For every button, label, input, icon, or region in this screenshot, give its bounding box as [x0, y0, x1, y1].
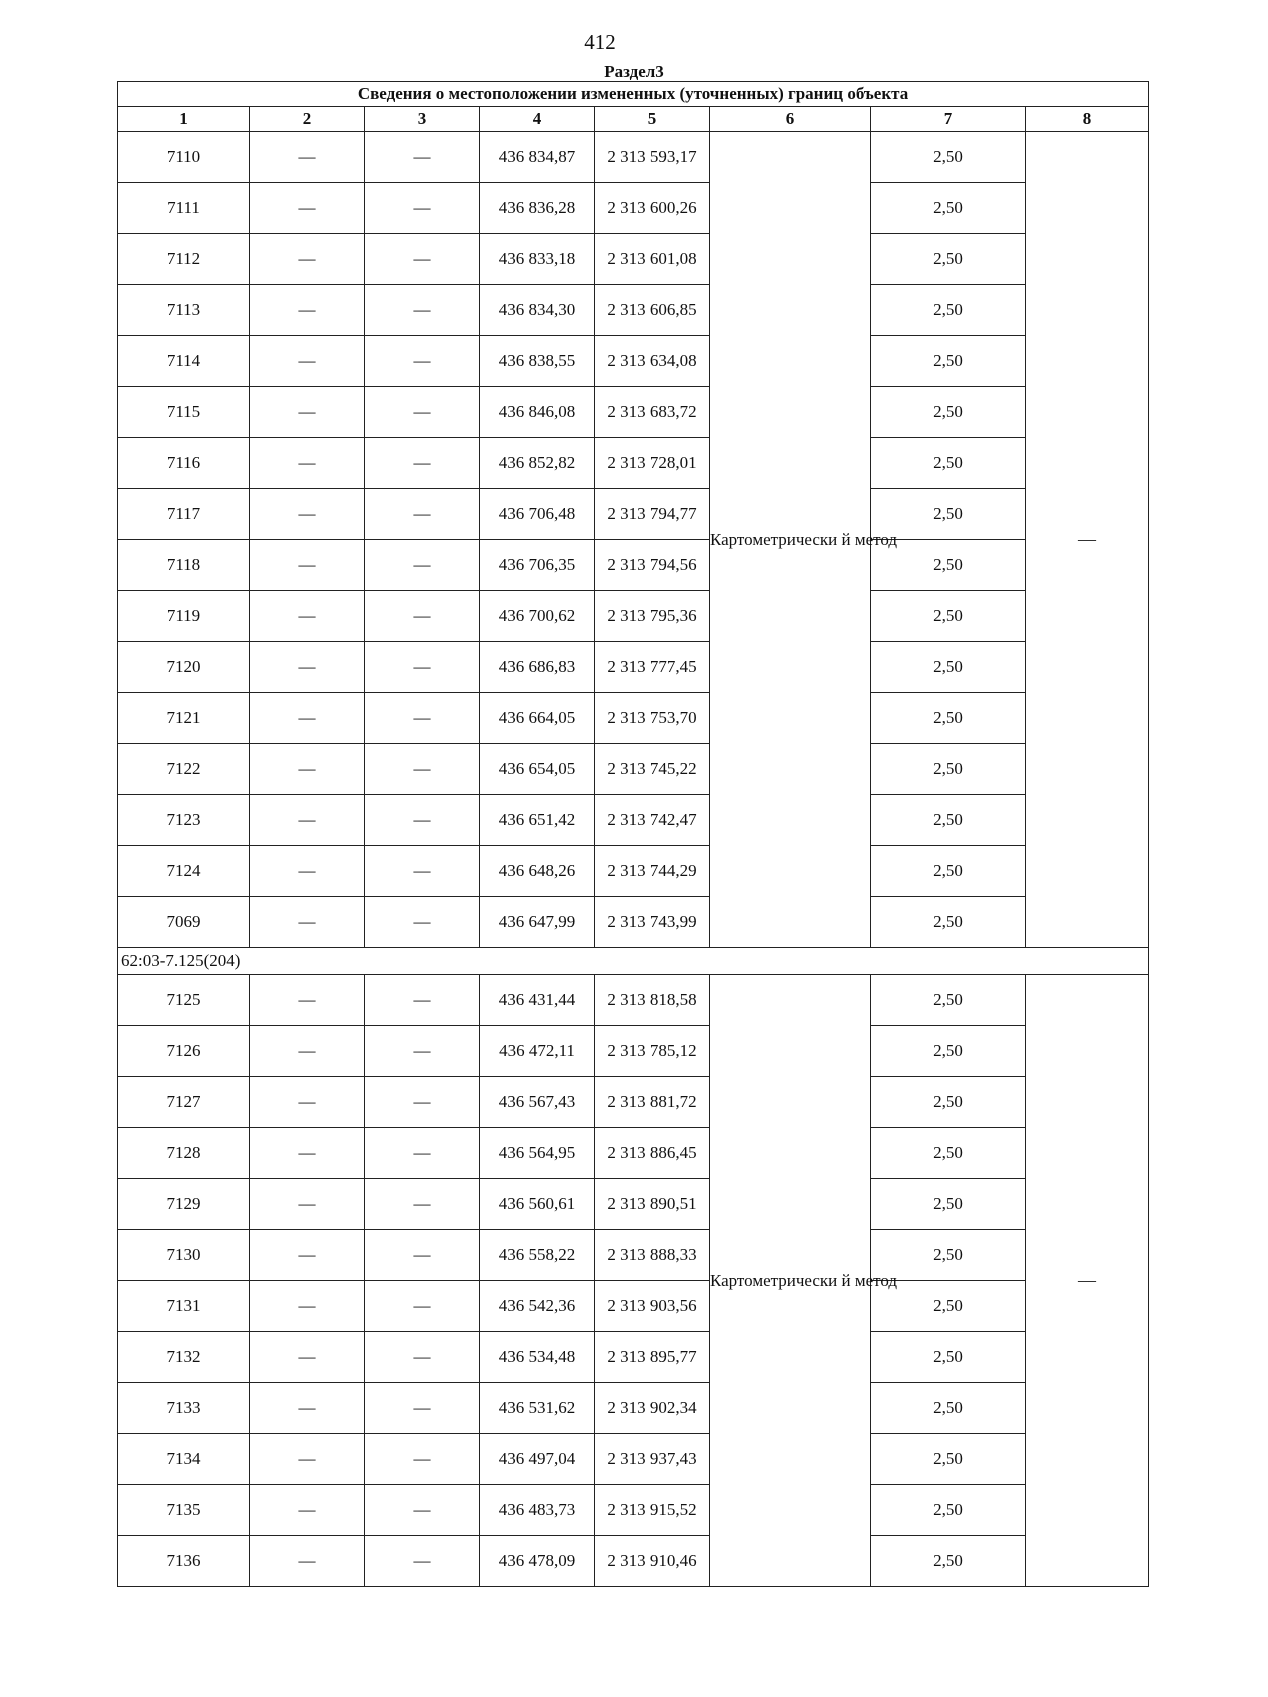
col-2-cell: —: [250, 1332, 365, 1383]
point-number-cell: 7117: [118, 489, 250, 540]
group-label: 62:03-7.125(204): [118, 948, 1149, 975]
col-3-cell: —: [365, 438, 480, 489]
accuracy-cell: 2,50: [871, 438, 1026, 489]
accuracy-cell: 2,50: [871, 540, 1026, 591]
page-number: 412: [584, 30, 616, 54]
coord-y-cell: 2 313 881,72: [595, 1077, 710, 1128]
point-number-cell: 7129: [118, 1179, 250, 1230]
accuracy-cell: 2,50: [871, 1485, 1026, 1536]
table-row: [118, 642, 1149, 693]
col-3-cell: —: [365, 1332, 480, 1383]
table-row: [118, 336, 1149, 387]
table-row: [118, 975, 1149, 1026]
table-row: [118, 1383, 1149, 1434]
coord-x-cell: 436 852,82: [480, 438, 595, 489]
coord-y-cell: 2 313 903,56: [595, 1281, 710, 1332]
coord-x-cell: 436 654,05: [480, 744, 595, 795]
col-3-cell: —: [365, 1230, 480, 1281]
accuracy-cell: 2,50: [871, 1281, 1026, 1332]
coord-x-cell: 436 564,95: [480, 1128, 595, 1179]
coord-x-cell: 436 706,48: [480, 489, 595, 540]
coord-x-cell: 436 834,30: [480, 285, 595, 336]
point-number-cell: 7132: [118, 1332, 250, 1383]
col-2-cell: —: [250, 1077, 365, 1128]
accuracy-cell: 2,50: [871, 285, 1026, 336]
coord-x-cell: 436 542,36: [480, 1281, 595, 1332]
accuracy-cell: 2,50: [871, 591, 1026, 642]
coord-x-cell: 436 478,09: [480, 1536, 595, 1587]
table-row: [118, 795, 1149, 846]
col-2-cell: —: [250, 438, 365, 489]
col-2-cell: —: [250, 132, 365, 183]
point-number-cell: 7118: [118, 540, 250, 591]
column-header-1: 1: [118, 107, 250, 132]
accuracy-cell: 2,50: [871, 234, 1026, 285]
col-2-cell: —: [250, 744, 365, 795]
col-3-cell: —: [365, 1179, 480, 1230]
table-row: [118, 387, 1149, 438]
coord-y-cell: 2 313 902,34: [595, 1383, 710, 1434]
coord-y-cell: 2 313 794,77: [595, 489, 710, 540]
coord-x-cell: 436 431,44: [480, 975, 595, 1026]
col-3-cell: —: [365, 693, 480, 744]
coord-y-cell: 2 313 745,22: [595, 744, 710, 795]
point-number-cell: 7114: [118, 336, 250, 387]
point-number-cell: 7069: [118, 897, 250, 948]
col-3-cell: —: [365, 1485, 480, 1536]
accuracy-cell: 2,50: [871, 693, 1026, 744]
accuracy-cell: 2,50: [871, 1179, 1026, 1230]
point-number-cell: 7127: [118, 1077, 250, 1128]
table-row: [118, 540, 1149, 591]
col-3-cell: —: [365, 1434, 480, 1485]
col-3-cell: —: [365, 897, 480, 948]
accuracy-cell: 2,50: [871, 1128, 1026, 1179]
coord-y-cell: 2 313 890,51: [595, 1179, 710, 1230]
table-row: [118, 1485, 1149, 1536]
col-2-cell: —: [250, 591, 365, 642]
coord-y-cell: 2 313 606,85: [595, 285, 710, 336]
coord-x-cell: 436 664,05: [480, 693, 595, 744]
col-2-cell: —: [250, 1026, 365, 1077]
col-2-cell: —: [250, 1383, 365, 1434]
coord-x-cell: 436 483,73: [480, 1485, 595, 1536]
table-row: [118, 1077, 1149, 1128]
table-row: [118, 744, 1149, 795]
col-3-cell: —: [365, 642, 480, 693]
col-2-cell: —: [250, 846, 365, 897]
coord-x-cell: 436 648,26: [480, 846, 595, 897]
point-number-cell: 7120: [118, 642, 250, 693]
col-2-cell: —: [250, 897, 365, 948]
col-2-cell: —: [250, 1128, 365, 1179]
coord-y-cell: 2 313 910,46: [595, 1536, 710, 1587]
coord-y-cell: 2 313 593,17: [595, 132, 710, 183]
col-2-cell: —: [250, 336, 365, 387]
point-number-cell: 7125: [118, 975, 250, 1026]
accuracy-cell: 2,50: [871, 1077, 1026, 1128]
col-2-cell: —: [250, 540, 365, 591]
accuracy-cell: 2,50: [871, 489, 1026, 540]
table-row: [118, 438, 1149, 489]
coord-y-cell: 2 313 895,77: [595, 1332, 710, 1383]
accuracy-cell: 2,50: [871, 846, 1026, 897]
col-3-cell: —: [365, 1026, 480, 1077]
col-2-cell: —: [250, 183, 365, 234]
col-3-cell: —: [365, 336, 480, 387]
col-2-cell: —: [250, 642, 365, 693]
coord-y-cell: 2 313 795,36: [595, 591, 710, 642]
coord-x-cell: 436 558,22: [480, 1230, 595, 1281]
col-2-cell: —: [250, 1434, 365, 1485]
coord-y-cell: 2 313 888,33: [595, 1230, 710, 1281]
accuracy-cell: 2,50: [871, 336, 1026, 387]
col-2-cell: —: [250, 1230, 365, 1281]
col-3-cell: —: [365, 1128, 480, 1179]
coord-y-cell: 2 313 777,45: [595, 642, 710, 693]
col-2-cell: —: [250, 387, 365, 438]
accuracy-cell: 2,50: [871, 897, 1026, 948]
coord-x-cell: 436 706,35: [480, 540, 595, 591]
coord-x-cell: 436 686,83: [480, 642, 595, 693]
coord-y-cell: 2 313 744,29: [595, 846, 710, 897]
table-row: [118, 1332, 1149, 1383]
point-number-cell: 7136: [118, 1536, 250, 1587]
column-header-3: 3: [365, 107, 480, 132]
coord-x-cell: 436 651,42: [480, 795, 595, 846]
coord-y-cell: 2 313 818,58: [595, 975, 710, 1026]
point-number-cell: 7111: [118, 183, 250, 234]
accuracy-cell: 2,50: [871, 642, 1026, 693]
col-2-cell: —: [250, 693, 365, 744]
col-3-cell: —: [365, 132, 480, 183]
col-3-cell: —: [365, 1536, 480, 1587]
coord-y-cell: 2 313 743,99: [595, 897, 710, 948]
accuracy-cell: 2,50: [871, 1026, 1026, 1077]
coord-y-cell: 2 313 601,08: [595, 234, 710, 285]
accuracy-cell: 2,50: [871, 132, 1026, 183]
coord-y-cell: 2 313 600,26: [595, 183, 710, 234]
table-row: [118, 285, 1149, 336]
table-row: [118, 846, 1149, 897]
table-row: [118, 693, 1149, 744]
table-row: [118, 1281, 1149, 1332]
accuracy-cell: 2,50: [871, 1332, 1026, 1383]
point-number-cell: 7133: [118, 1383, 250, 1434]
point-number-cell: 7130: [118, 1230, 250, 1281]
coord-x-cell: 436 560,61: [480, 1179, 595, 1230]
table-row: [118, 132, 1149, 183]
col-3-cell: —: [365, 183, 480, 234]
column-header-5: 5: [595, 107, 710, 132]
point-number-cell: 7116: [118, 438, 250, 489]
point-number-cell: 7115: [118, 387, 250, 438]
coord-x-cell: 436 833,18: [480, 234, 595, 285]
table-row: [118, 183, 1149, 234]
col-3-cell: —: [365, 234, 480, 285]
coord-y-cell: 2 313 634,08: [595, 336, 710, 387]
coord-x-cell: 436 836,28: [480, 183, 595, 234]
accuracy-cell: 2,50: [871, 1536, 1026, 1587]
col-3-cell: —: [365, 744, 480, 795]
table-row: [118, 591, 1149, 642]
point-number-cell: 7121: [118, 693, 250, 744]
column-header-6: 6: [710, 107, 871, 132]
accuracy-cell: 2,50: [871, 744, 1026, 795]
col-2-cell: —: [250, 975, 365, 1026]
table-row: [118, 1536, 1149, 1587]
col-2-cell: —: [250, 1281, 365, 1332]
coord-y-cell: 2 313 683,72: [595, 387, 710, 438]
col-3-cell: —: [365, 285, 480, 336]
col-8-cell: —: [1026, 975, 1149, 1587]
coord-x-cell: 436 567,43: [480, 1077, 595, 1128]
col-3-cell: —: [365, 489, 480, 540]
coord-y-cell: 2 313 785,12: [595, 1026, 710, 1077]
table-row: [118, 489, 1149, 540]
coord-x-cell: 436 834,87: [480, 132, 595, 183]
coord-x-cell: 436 531,62: [480, 1383, 595, 1434]
point-number-cell: 7135: [118, 1485, 250, 1536]
point-number-cell: 7113: [118, 285, 250, 336]
coord-x-cell: 436 534,48: [480, 1332, 595, 1383]
col-3-cell: —: [365, 1281, 480, 1332]
accuracy-cell: 2,50: [871, 795, 1026, 846]
col-3-cell: —: [365, 1383, 480, 1434]
coord-x-cell: 436 472,11: [480, 1026, 595, 1077]
col-2-cell: —: [250, 795, 365, 846]
coord-x-cell: 436 838,55: [480, 336, 595, 387]
table-row: [118, 1179, 1149, 1230]
coord-x-cell: 436 647,99: [480, 897, 595, 948]
column-header-7: 7: [871, 107, 1026, 132]
col-3-cell: —: [365, 591, 480, 642]
accuracy-cell: 2,50: [871, 975, 1026, 1026]
col-2-cell: —: [250, 1536, 365, 1587]
coord-x-cell: 436 497,04: [480, 1434, 595, 1485]
coord-y-cell: 2 313 753,70: [595, 693, 710, 744]
col-2-cell: —: [250, 234, 365, 285]
accuracy-cell: 2,50: [871, 183, 1026, 234]
column-header-4: 4: [480, 107, 595, 132]
section-title: Раздел3: [604, 62, 664, 81]
table-title: Сведения о местоположении измененных (уточненных) границ объекта: [118, 82, 1149, 107]
table-row: [118, 234, 1149, 285]
point-number-cell: 7128: [118, 1128, 250, 1179]
point-number-cell: 7126: [118, 1026, 250, 1077]
table-row: [118, 1434, 1149, 1485]
col-3-cell: —: [365, 387, 480, 438]
accuracy-cell: 2,50: [871, 387, 1026, 438]
point-number-cell: 7119: [118, 591, 250, 642]
coord-y-cell: 2 313 794,56: [595, 540, 710, 591]
accuracy-cell: 2,50: [871, 1434, 1026, 1485]
method-cell: Картометрически й метод: [710, 132, 871, 948]
col-3-cell: —: [365, 846, 480, 897]
column-header-2: 2: [250, 107, 365, 132]
col-2-cell: —: [250, 489, 365, 540]
coord-x-cell: 436 700,62: [480, 591, 595, 642]
col-8-cell: —: [1026, 132, 1149, 948]
table-row: [118, 897, 1149, 948]
col-3-cell: —: [365, 795, 480, 846]
table-row: [118, 1026, 1149, 1077]
col-2-cell: —: [250, 1485, 365, 1536]
point-number-cell: 7112: [118, 234, 250, 285]
coord-y-cell: 2 313 742,47: [595, 795, 710, 846]
point-number-cell: 7124: [118, 846, 250, 897]
table-row: [118, 1128, 1149, 1179]
coord-x-cell: 436 846,08: [480, 387, 595, 438]
boundary-table: [117, 81, 1149, 1587]
col-3-cell: —: [365, 1077, 480, 1128]
accuracy-cell: 2,50: [871, 1230, 1026, 1281]
col-2-cell: —: [250, 285, 365, 336]
method-cell: Картометрически й метод: [710, 975, 871, 1587]
point-number-cell: 7134: [118, 1434, 250, 1485]
column-header-8: 8: [1026, 107, 1149, 132]
coord-y-cell: 2 313 915,52: [595, 1485, 710, 1536]
accuracy-cell: 2,50: [871, 1383, 1026, 1434]
coord-y-cell: 2 313 886,45: [595, 1128, 710, 1179]
col-3-cell: —: [365, 975, 480, 1026]
point-number-cell: 7123: [118, 795, 250, 846]
point-number-cell: 7122: [118, 744, 250, 795]
coord-y-cell: 2 313 937,43: [595, 1434, 710, 1485]
point-number-cell: 7131: [118, 1281, 250, 1332]
col-3-cell: —: [365, 540, 480, 591]
table-row: [118, 1230, 1149, 1281]
coord-y-cell: 2 313 728,01: [595, 438, 710, 489]
col-2-cell: —: [250, 1179, 365, 1230]
point-number-cell: 7110: [118, 132, 250, 183]
